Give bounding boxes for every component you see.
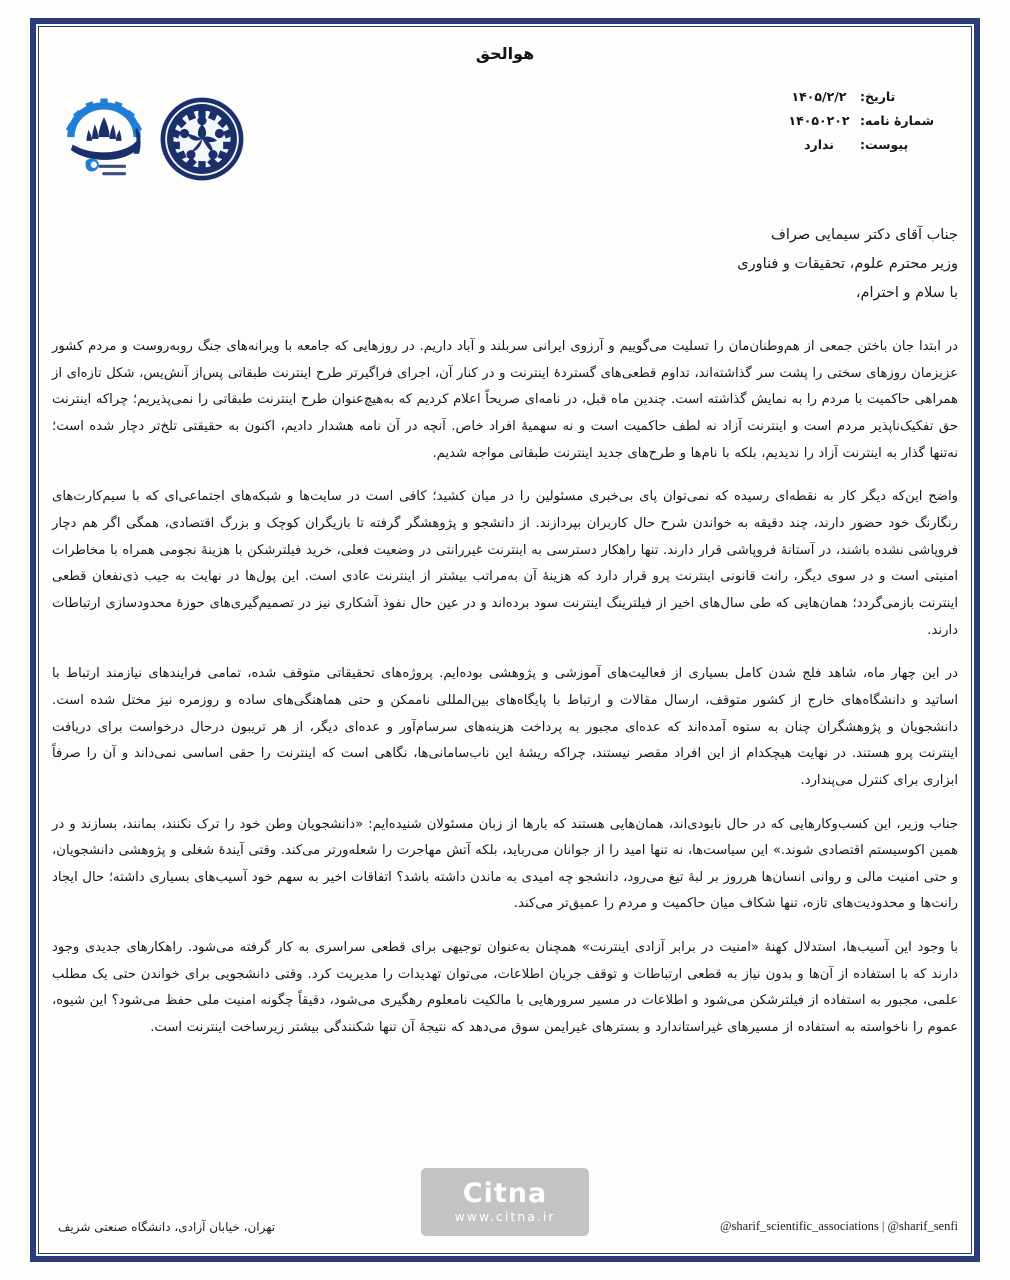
student-scientific-council-logo xyxy=(58,91,150,187)
meta-value-date: ۱۴۰۵/۲/۲ xyxy=(791,89,847,104)
paragraph-3: در این چهار ماه، شاهد فلج شدن کامل بسیاری از فعالیت‌های آموزشی و پژوهشی بوده‌ایم. پروژه‌های تحقیقاتی متوقف شده، تمامی فرایندهای نیازمند ارتباط با اساتید و دانشگاه‌های خارج از کشور متوقف، ارسال مقالات و ارتباط با پایگاه‌های بین‌المللی ناممکن و حتی هماهنگی‌های ساده و روزمره نیز مختل شده است. دانشجویان و پژوهشگران چنان به ستوه آمده‌اند که عده‌ای مجبور به پرداخت هزینه‌های سرسام‌آور و عده‌ای دیگر، از هر تریبون درحال درخواست برای دریافت اینترنت پرو هستند. در نهایت هیچکدام از این افراد مقصر نیستند، چراکه ریشۀ این ناب‌سامانی‌ها، نگاهی است که اینترنت را حقی اساسی نمی‌داند و آن را صرفاً ابزاری برای کنترل می‌پندارد. xyxy=(52,666,958,788)
meta-label-attachment: پیوست: xyxy=(860,137,909,152)
sharif-university-logo xyxy=(156,91,248,187)
letter-footer xyxy=(52,1219,958,1234)
meta-value-letter-number: ۱۴۰۵۰۲۰۲ xyxy=(788,113,850,128)
footer-address: تهران، خیابان آزادی، دانشگاه صنعتی شریف xyxy=(58,1220,276,1234)
addressee-name: جناب آقای دکتر سیمایی صراف xyxy=(770,227,958,243)
letterhead xyxy=(52,73,958,187)
meta-row-attachment xyxy=(778,137,934,152)
paragraph-2: واضح این‌که دیگر کار به نقطه‌ای رسیده که نمی‌توان پای بی‌خبری مسئولین را در میان کشید؛ کافی است در سایت‌ها و شبکه‌های اجتماعی‌ای که با سیم‌کارت‌های رنگارنگ خود حضور دارند، چند دقیقه به خواندن شرح حال کاربران بپردازند. از دانشجو و پژوهشگر گرفته تا بازیگران کوچک و بزرگ اقتصادی، همگی اگر هم دچار فروپاشی نشده باشند، در آستانۀ فروپاشی قرار دارند. تنها راهکار دسترسی به اینترنت غیررانتی در وضعیت فعلی، خرید فیلترشکن با هزینۀ نجومی همراه با مخاطرات امنیتی است و در سوی دیگر، رانت قانونی اینترنت پرو قرار دارد که هزینۀ آن به‌مراتب بیشتر از اینترنت عادی است. این پول‌ها در نهایت به جیب ذی‌نفعان قطعی اینترنت بازمی‌گردد؛ همان‌هایی که طی سال‌های اخیر از فیلترینگ اینترنت سود برده‌اند و در عین حال نفوذ آشکاری نیز در تصمیم‌گیری‌های حوزۀ محدودسازی ارتباطات دارند. xyxy=(52,489,958,638)
meta-row-letter-number xyxy=(778,113,934,128)
letter-content xyxy=(52,38,958,1240)
meta-value-attachment: ندارد xyxy=(804,137,834,152)
meta-row-date xyxy=(778,89,934,104)
addressee-title: وزیر محترم علوم، تحقیقات و فناوری xyxy=(737,256,958,272)
meta-label-date: تاریخ: xyxy=(860,89,896,104)
addressee-block xyxy=(52,221,958,308)
salutation: با سلام و احترام، xyxy=(855,285,958,301)
paragraph-1: در ابتدا جان باختن جمعی از هم‌وطنان‌مان را تسلیت می‌گوییم و آرزوی ایرانی سربلند و آباد داریم. در روزهایی که جامعه با ویرانه‌های جنگ روبه‌روست و مردم کشور عزیزمان روزهای سختی را پشت سر گذاشته‌اند، تداوم قطعی‌های گستردۀ اینترنت و در کنار آن، اجرای فراگیرتر طرح اینترنت طبقاتی پس‌از آنش‌یس، شکل تازه‌ای از همراهی حاکمیت با مردم را به نمایش گذاشته است. چندین ماه قبل، در نامه‌ای صریحاً اعلام کردیم که به‌هیچ‌عنوان طرح اینترنت طبقاتی را نمی‌پذیریم؛ چراکه اینترنت حق تفکیک‌ناپذیر مردم است و اینترنت آزاد نه لطف حاکمیت است و نه سهمیۀ افراد خاص. آنچه در آن نامه هشدار دادیم، اکنون به حقیقتی تلخ‌تر دچار شده است؛ نه‌تنها گذار به اینترنت آزاد را ندیدیم، بلکه با نام‌ها و طرح‌های جدید اینترنت طبقاتی مواجه شدیم. xyxy=(52,339,958,461)
citna-logo-text: Citna xyxy=(462,1178,548,1209)
footer-social-handles: @sharif_scientific_associations | @sharif_senfi xyxy=(720,1219,958,1233)
citna-url-text: www.citna.ir xyxy=(454,1209,556,1224)
letter-body xyxy=(52,334,958,1042)
basmala-heading: هوالحق xyxy=(475,44,535,63)
paragraph-5: با وجود این آسیب‌ها، استدلال کهنۀ «امنیت در برابر آزادی اینترنت» همچنان به‌عنوان توجیهی برای قطعی سراسری به کار گرفته می‌شود. راهکارهای جدیدی وجود دارند که با استفاده از آن‌ها و بدون نیاز به قطعی ارتباطات و توقف جریان اطلاعات، می‌توان تهدیدات را مدیریت کرد. وقتی دانشجویی برای خواندن حتی یک مطلب علمی، مجبور به استفاده از فیلترشکن می‌شود و اطلاعات در مسیر سرورهایی با مالکیت نامعلوم رهگیری می‌شود، دقیقاً چگونه امنیت ملی حفظ می‌شود؟ این شیوه، عموم را ناخواسته به استفاده از مسیرهای غیراستاندارد و بسترهای غیرایمن سوق می‌دهد که نتیجۀ آن تنها شکنندگی بیشتر زیرساخت اینترنت است. xyxy=(52,940,958,1036)
logo-group xyxy=(52,91,248,187)
paragraph-4: جناب وزیر، این کسب‌وکارهایی که در حال نابودی‌اند، همان‌هایی هستند که بارها از زبان مسئولان شنیده‌ایم: «دانشجویان وطن خود را ترک نکنند، بمانند، بسازند و در همین اکوسیستم اقتصادی شوند.» این سیاست‌ها، نه تنها امید را از جوانان می‌رباید، بلکه آتش مهاجرت را شعله‌ورتر می‌کند. وقتی آیندۀ شغلی و پژوهشی دانشجویان، و حتی امنیت مالی و روانی انسان‌ها هرروز بر لبۀ تیغ می‌رود، دانشجو چه امیدی به ماندن داشته باشد؟ اتفاقات اخیر به سهم خود آسیب‌های بسیاری داشته؛ حال ایجاد رانت‌ها و محدودیت‌های تازه، تنها شکاف میان حاکمیت و مردم را عمیق‌تر می‌کند. xyxy=(52,816,958,912)
meta-label-letter-number: شمارۀ نامه: xyxy=(860,113,934,128)
letter-meta-block xyxy=(778,73,958,152)
